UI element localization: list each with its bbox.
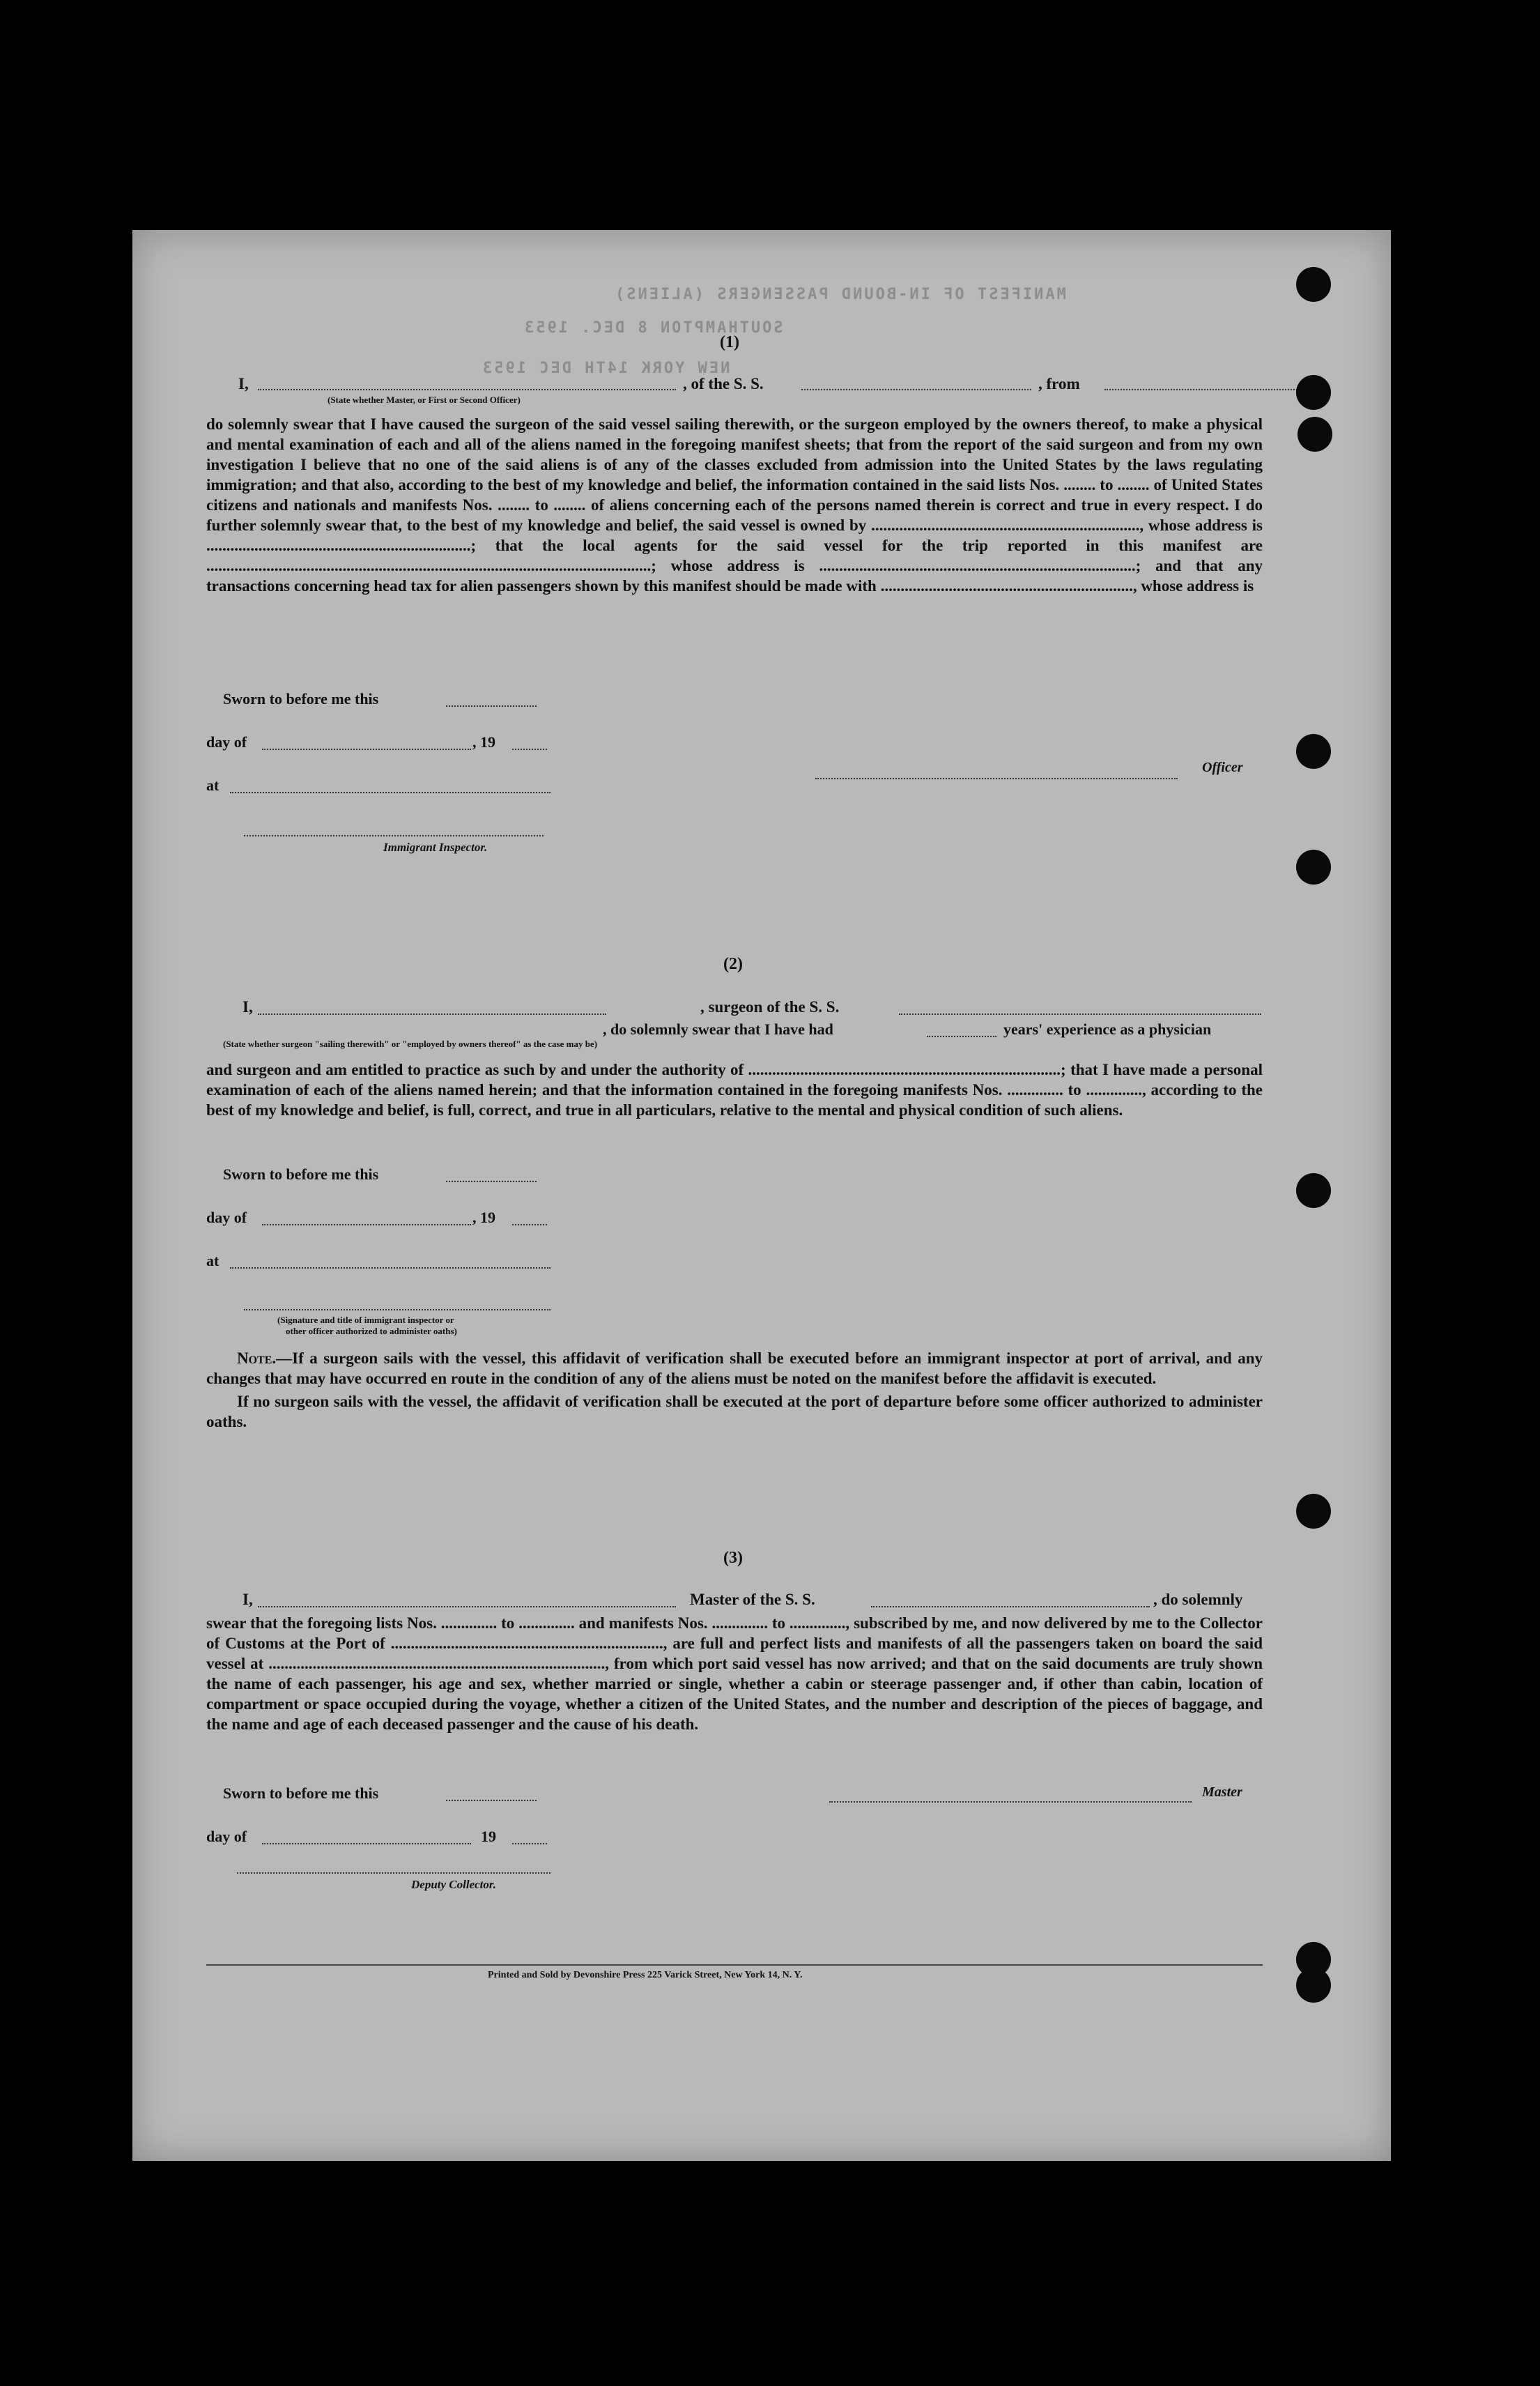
s2-i: I, <box>242 998 253 1016</box>
section-3-number: (3) <box>723 1549 743 1567</box>
punch-hole-4 <box>1296 734 1331 769</box>
s1-caption: (State whether Master, or First or Second Officer) <box>328 395 521 405</box>
s3-collector-line <box>237 1872 550 1874</box>
s1-at-line <box>230 792 550 793</box>
ghost-line-3: NEW YORK 14TH DEC 1953 <box>481 360 730 377</box>
manifest-page <box>132 230 1391 2161</box>
s1-year: , 19 <box>472 733 495 751</box>
ghost-line-2: SOUTHAMPTON 8 DEC. 1953 <box>523 319 783 337</box>
s1-name-line <box>258 389 676 390</box>
punch-hole-3 <box>1298 417 1332 452</box>
section-2-text <box>206 1060 1263 1120</box>
punch-hole-2 <box>1296 375 1331 410</box>
s2-day-line <box>262 1224 471 1225</box>
s1-officer: Officer <box>1202 760 1243 775</box>
section-2-note <box>206 1348 1263 1432</box>
section-3-text <box>206 1613 1263 1734</box>
note-text: —If a surgeon sails with the vessel, this affidavit of verification shall be executed before an immigrant inspector at port of arrival, and any changes that may have occurred en route in the condition of any of the aliens must be noted on the manifest before the affidavit is executed. <box>206 1349 1263 1387</box>
punch-hole-1 <box>1296 267 1331 302</box>
punch-hole-5 <box>1296 850 1331 885</box>
s3-paragraph: swear that the foregoing lists Nos. .............. to .............. and manifests Nos. .............. to .............., subscribed by me, and now delivered by me to the Collector of Customs at the Port of ...................................................................., are full and perfect lists and manifests of all the passengers taken on board the said vessel at ...................................................................................., from which port said vessel has now arrived; and that on the said documents are truly shown the name of each passenger, his age and sex, whether married or single, whether a cabin or steerage passenger and, if other than cabin, location of compartment or space occupied during the voyage, whether a citizen of the United States, and the number and description of the pieces of baggage, and the name and age of each deceased passenger and the cause of his death. <box>206 1614 1263 1733</box>
s1-from: , from <box>1038 375 1080 392</box>
s2-year: , 19 <box>472 1209 495 1226</box>
s1-at: at <box>206 777 220 794</box>
s1-inspector: Immigrant Inspector. <box>383 841 488 854</box>
s3-ship-line <box>871 1606 1150 1607</box>
s3-year-line <box>512 1843 547 1844</box>
s1-from-line <box>1104 389 1314 390</box>
s2-day-of: day of <box>206 1209 247 1226</box>
s3-sworn: Sworn to before me this <box>223 1784 379 1802</box>
s1-i: I, <box>238 375 249 392</box>
s2-ship-line <box>899 1014 1261 1015</box>
s3-collector: Deputy Collector. <box>411 1878 496 1891</box>
note-label: Note. <box>237 1349 277 1367</box>
s2-caption: (State whether surgeon "sailing therewith" or "employed by owners thereof" as the case may be) <box>223 1039 598 1049</box>
footer-rule <box>206 1964 1263 1966</box>
s2-years-line <box>927 1036 996 1037</box>
s2-paragraph: and surgeon and am entitled to practice as such by and under the authority of ..............................................................................; that I have made a personal examination of each of the aliens named herein; and that the information contained in the foregoing manifests Nos. .............. to .............., according to the best of my knowledge and belief, is full, correct, and true in all particulars, relative to the mental and physical condition of such aliens. <box>206 1061 1263 1119</box>
s2-sig-line <box>244 1309 550 1310</box>
section-1-number: (1) <box>720 333 739 351</box>
s1-sworn: Sworn to before me this <box>223 690 379 708</box>
s2-surgeon: , surgeon of the S. S. <box>700 998 840 1016</box>
s1-day-of: day of <box>206 733 247 751</box>
s2-at: at <box>206 1252 220 1269</box>
s3-sworn-line <box>446 1800 537 1801</box>
ghost-line-1: MANIFEST OF IN-BOUND PASSENGERS (ALIENS) <box>613 286 1066 303</box>
s1-officer-line <box>815 778 1178 779</box>
section-1-text <box>206 414 1263 596</box>
s3-year: 19 <box>481 1828 496 1845</box>
s3-day-of: day of <box>206 1828 247 1845</box>
s3-tail: , do solemnly <box>1153 1591 1243 1608</box>
s2-sig-caption-1: (Signature and title of immigrant inspector or <box>277 1315 454 1325</box>
s1-of-ss: , of the S. S. <box>683 375 764 392</box>
punch-hole-7 <box>1296 1494 1331 1529</box>
s3-name-line <box>258 1606 676 1607</box>
s1-inspector-line <box>244 835 544 836</box>
s3-master-label: Master <box>1202 1784 1242 1800</box>
section-2-number: (2) <box>723 955 743 973</box>
s2-swear: , do solemnly swear that I have had <box>603 1020 833 1038</box>
s2-name-line <box>258 1014 606 1015</box>
s1-sworn-line <box>446 705 537 707</box>
s2-years: years' experience as a physician <box>1003 1020 1212 1038</box>
s3-day-line <box>262 1843 471 1844</box>
s3-master: Master of the S. S. <box>690 1591 815 1608</box>
s1-year-line <box>512 749 547 750</box>
s3-master-line <box>829 1801 1192 1803</box>
s2-year-line <box>512 1224 547 1225</box>
s3-i: I, <box>242 1591 253 1608</box>
s1-ship-line <box>801 389 1031 390</box>
s2-at-line <box>230 1267 550 1269</box>
s2-sworn: Sworn to before me this <box>223 1165 379 1183</box>
s2-sworn-line <box>446 1181 537 1182</box>
footer-imprint: Printed and Sold by Devonshire Press 225 Varick Street, New York 14, N. Y. <box>488 1970 803 1980</box>
s1-paragraph: do solemnly swear that I have caused the surgeon of the said vessel sailing therewith, or the surgeon employed by the owners thereof, to make a physical and mental examination of each and all of the aliens named in the foregoing manifest sheets; that from the report of the said surgeon and from my own investigation I believe that no one of the said aliens is of any of the classes excluded from admission into the United States by the laws regulating immigration; and that also, according to the best of my knowledge and belief, the information contained in the said lists Nos. ........ to ........ of United States citizens and nationals and manifests Nos. ........ to ........ of aliens concerning each of the persons named therein is correct and true in every respect. I do further solemnly swear that, to the best of my knowledge and belief, the said vessel is owned by ..................................................................., whose address is ..................................................................; that the local agents for the said vessel for the trip reported in this manifest are ...............................................................................................................; whose address is ...............................................................................; and that any transactions concerning head tax for alien passengers shown by this manifest should be made with ..............................................................., whose address is <box>206 415 1263 595</box>
s2-sig-caption-2: other officer authorized to administer oaths) <box>286 1326 457 1336</box>
note-text-2: If no surgeon sails with the vessel, the affidavit of verification shall be executed at the port of departure before some officer authorized to administer oaths. <box>206 1393 1263 1430</box>
punch-hole-6 <box>1296 1173 1331 1208</box>
punch-hole-9 <box>1296 1968 1331 2003</box>
s1-day-line <box>262 749 471 750</box>
